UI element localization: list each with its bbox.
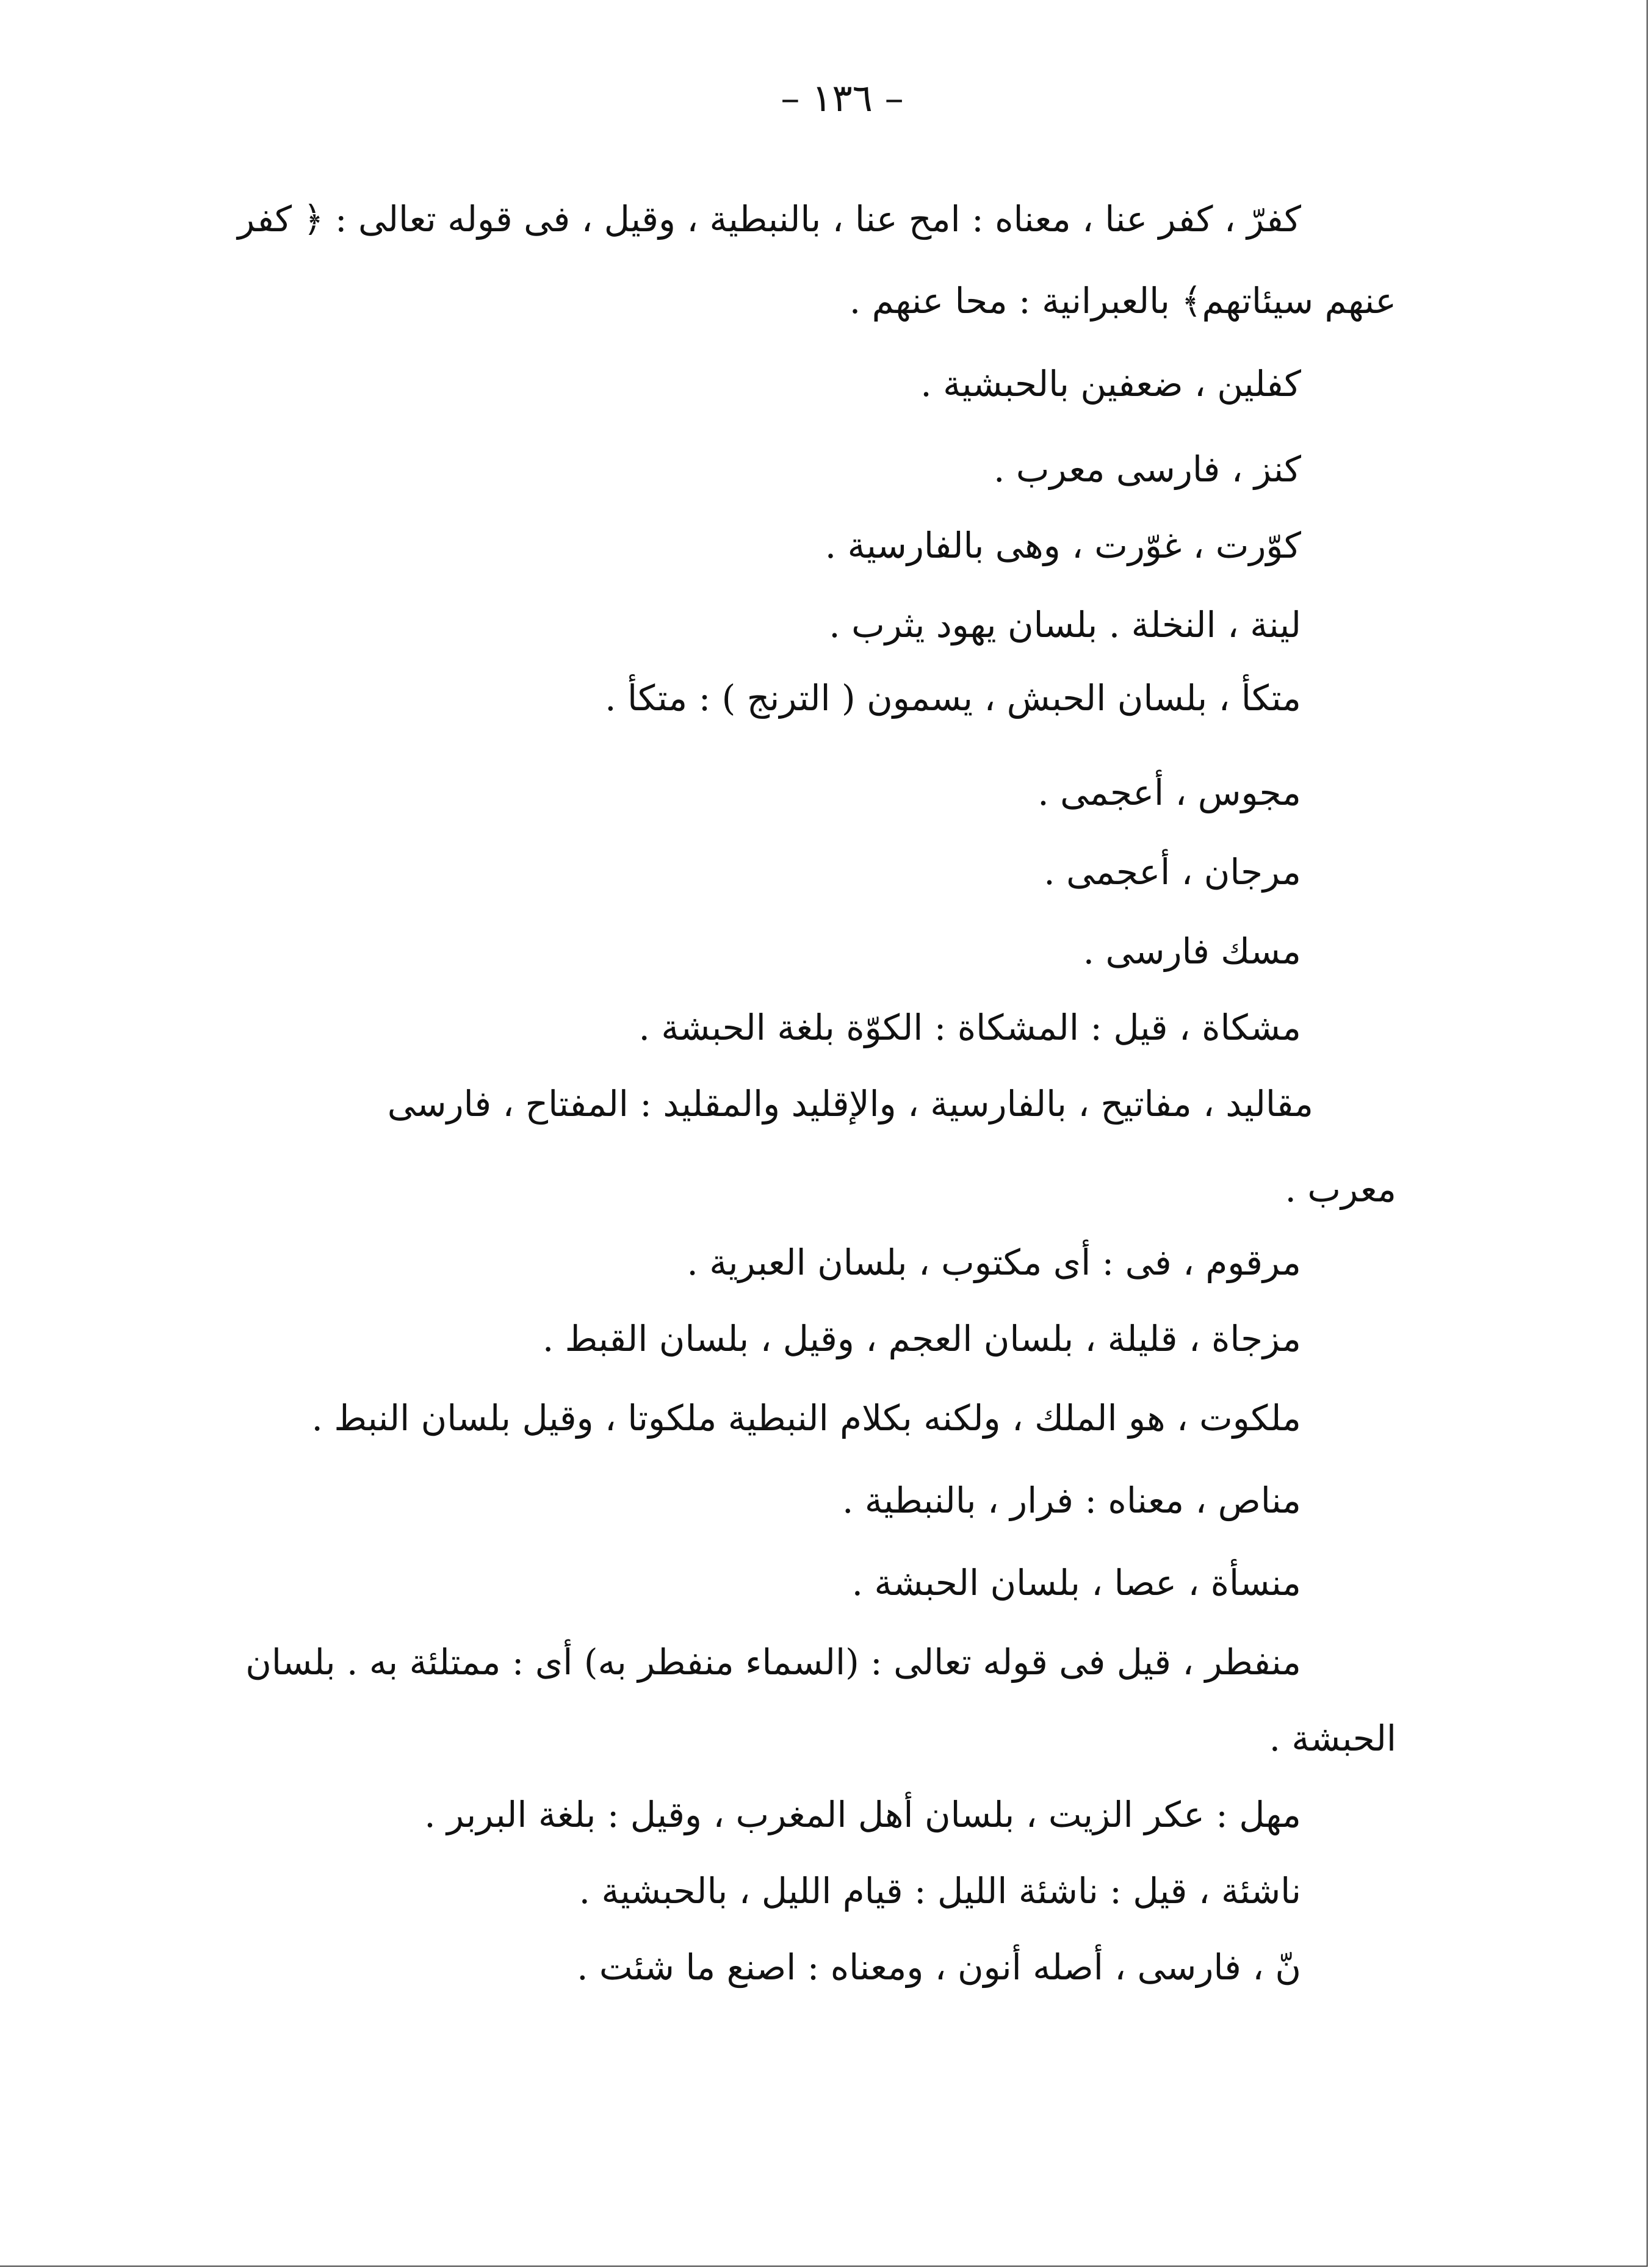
entry-minsaa: منسأة ، عصا ، بلسان الحبشة .	[851, 1562, 1301, 1604]
entry-mishkat: مشكاة ، قيل : المشكاة : الكوّة بلغة الحبشة .	[638, 1007, 1301, 1048]
entry-malakut: ملكوت ، هو الملك ، ولكنه بكلام النبطية ملكوتا ، وقيل بلسان النبط .	[311, 1397, 1301, 1439]
entry-nashia: ناشئة ، قيل : ناشئة الليل : قيام الليل ، بالحبشية .	[579, 1870, 1301, 1912]
entry-muzjat: مزجاة ، قليلة ، بلسان العجم ، وقيل ، بلسان القبط .	[542, 1318, 1301, 1359]
entry-nun: نّ ، فارسى ، أصله أنون ، ومعناه : اصنع ما شئت .	[577, 1946, 1301, 1988]
entry-muhl: مهل : عكر الزيت ، بلسان أهل المغرب ، وقيل : بلغة البربر .	[424, 1794, 1301, 1835]
entry-kiflayn: كفلين ، ضعفين بالحبشية .	[920, 363, 1301, 405]
entry-kanz: كنز ، فارسى معرب .	[993, 448, 1301, 490]
entry-muttaka: متكأ ، بلسان الحبش ، يسمون ( الترنج ) : متكأ .	[605, 677, 1301, 719]
entry-misk: مسك فارسى .	[1083, 931, 1301, 972]
entry-maqalid-line-2: معرب .	[1285, 1168, 1396, 1210]
entry-munfatir-line-1: منفطر ، قيل فى قوله تعالى : (السماء منفطر به) أى : ممتلئة به . بلسان	[245, 1641, 1301, 1683]
entry-kuwwirat: كوّرت ، غوّرت ، وهى بالفارسية .	[824, 525, 1301, 566]
entry-manas: مناص ، معناه : فرار ، بالنبطية .	[842, 1480, 1301, 1521]
entry-marjan: مرجان ، أعجمى .	[1044, 851, 1301, 893]
entry-marqum: مرقوم ، فى : أى مكتوب ، بلسان العبرية .	[687, 1242, 1301, 1283]
entry-kaffara-line-2: عنهم سيئاتهم﴾ بالعبرانية : محا عنهم .	[849, 280, 1396, 322]
entry-lina: لينة ، النخلة . بلسان يهود يثرب .	[829, 604, 1301, 646]
entry-maqalid-line-1: مقاليد ، مفاتيح ، بالفارسية ، والإقليد والمقليد : المفتاح ، فارسى	[387, 1083, 1313, 1125]
page-number: – ١٣٦ –	[781, 76, 904, 120]
entry-munfatir-line-2: الحبشة .	[1269, 1718, 1396, 1759]
entry-majus: مجوس ، أعجمى .	[1037, 772, 1301, 813]
entry-kaffara-line-1: كفرّ ، كفر عنا ، معناه : امح عنا ، بالنبطية ، وقيل ، فى قوله تعالى : ﴿ كفر	[237, 198, 1301, 240]
